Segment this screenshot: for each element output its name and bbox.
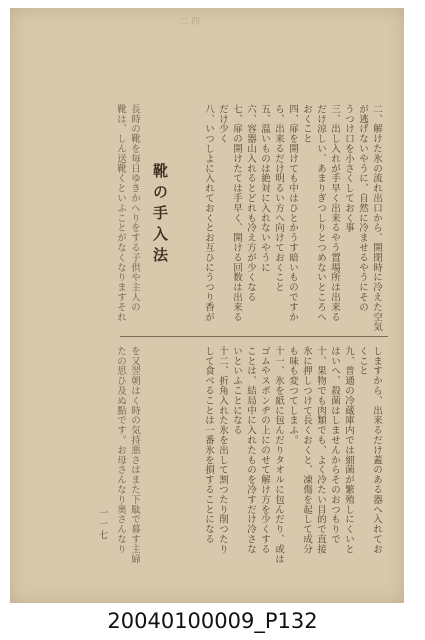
text-column: 六、容器山入れるとどれも冷え方が少くなる [245, 104, 256, 302]
text-column: うつけ口を小さくしておく事 [343, 104, 354, 233]
text-column: ゴムやスポンヂの上にのせて解け方を少くする [259, 346, 270, 554]
text-column: ことは、結局中に入れたものを冷すだけ冷さな [245, 346, 256, 554]
text-column: いといふことになる [231, 346, 242, 436]
text-column: 十二、折角入れた氷を出して割つたり削つたり [217, 346, 228, 554]
text-column: 十一、氷を紙に包んだりタオルに包んだり、或は [273, 346, 284, 564]
text-column: も味も変つてしまふ。 [287, 346, 298, 445]
text-column: 二、解けた氷の流れ出口から、開閉時に冷えた空気 [371, 104, 382, 332]
page-number: 一一七 [97, 508, 107, 541]
text-column: 五、温いものは絶対に入れないやうに [259, 104, 270, 273]
text-column: 八、いつしよに入れておくとお互ひにうつり香が [203, 104, 214, 322]
text-column: 氷に押しつけて長くおくと、凍傷を起して成分 [301, 346, 312, 554]
text-column: が逃げないやうに、自然に冷ませるやうにその [357, 104, 368, 312]
text-column: 三、出し入れが手早く出来るやう置場所は出来る [329, 104, 340, 322]
text-column: 九、普通の冷蔵庫内では細菌が繁殖しにくいと [343, 346, 354, 554]
section-divider [120, 336, 388, 337]
text-column: ら、出来るだけ明るい方へ向けておくこと [273, 104, 284, 293]
text-column: 七、扉の開けたては手早く、開ける回数は出来る [231, 104, 242, 322]
text-column: して食べることは一番氷を損することになる [203, 346, 214, 544]
page-header: 二四 [180, 17, 203, 27]
section-title: 靴の手入法 [151, 163, 169, 268]
text-column: だけ涼しい、あまりぎつしりとつめないところへ [315, 104, 326, 322]
text-column: たの思ひ及ぬ點です。お母さんなり奥さんなり [115, 346, 126, 554]
text-column: 靴は、しん送靴くといふことがなくなりますそれ [115, 104, 126, 322]
text-column: はいへ、殺菌はしませんからそのおつもりで [329, 346, 340, 544]
text-column: 四、扉を開けても中はひとかうす暗いものですか [287, 104, 298, 322]
text-column: だけ少く [217, 104, 228, 144]
text-column: くこと [357, 346, 368, 376]
document-page [10, 8, 404, 603]
text-column: 十、果物でも肉類でも、よく冷たい目的で直接 [315, 346, 326, 554]
text-column: しますから、出来るだけ蓋のある器へ入れてお [371, 346, 382, 554]
image-caption: 20040100009_P132 [107, 609, 318, 633]
text-column: 長時の靴を毎日ゆきかへりをする子供や主人の [129, 104, 140, 312]
text-column: おくこと [301, 104, 312, 144]
text-column: を又翌朝はく時の気持悪さはまた下駄で暮す主婦 [129, 346, 140, 564]
